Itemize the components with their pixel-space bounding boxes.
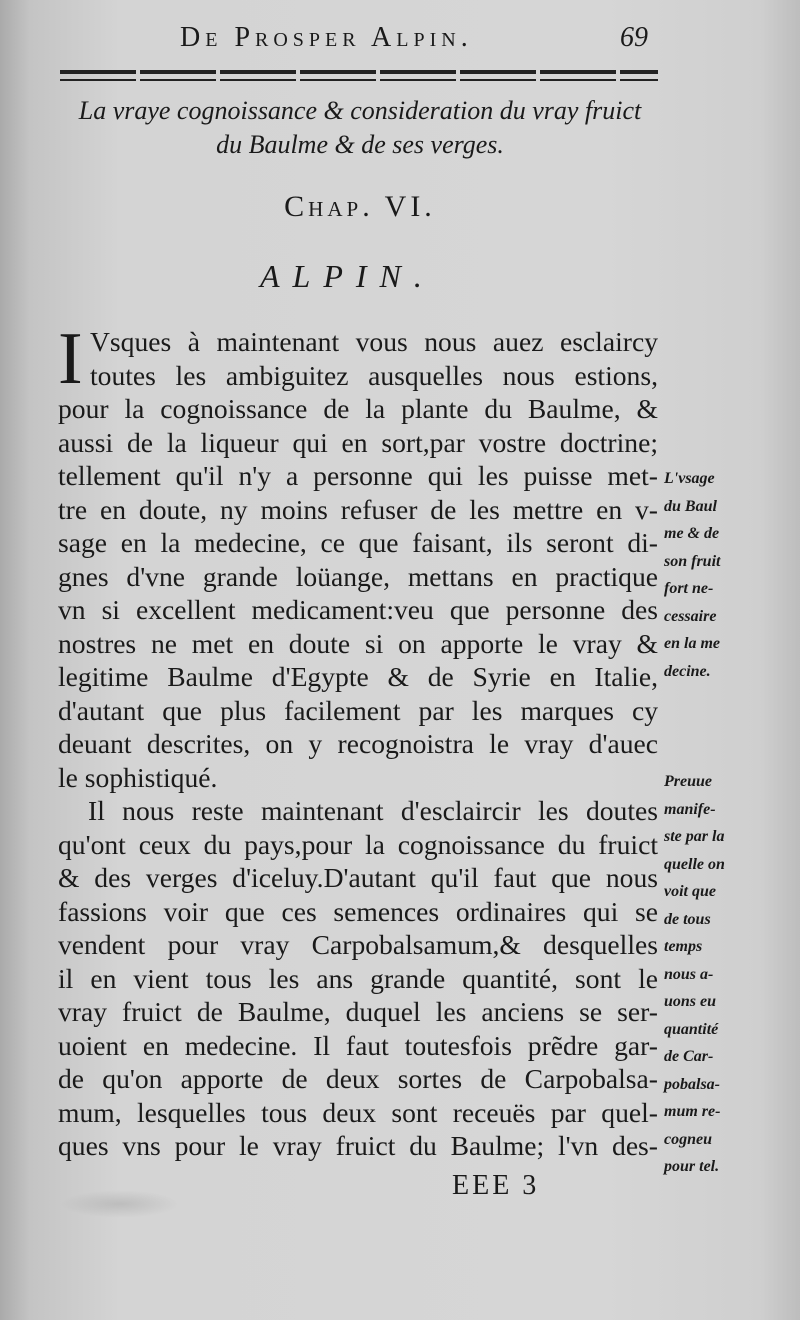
margin-note-line: voit que — [664, 883, 716, 900]
text-line: tre en doute, ny moins refuser de les mettre en v- — [58, 493, 658, 525]
body-text — [58, 318, 658, 1163]
margin-note — [664, 768, 760, 1181]
signature-mark: EEE 3 — [452, 1170, 540, 1201]
text-line: Vsques à maintenant vous nous auez esclaircy — [90, 326, 658, 357]
chapter-heading-line: La vraye cognoissance & consideration du vray fruict — [78, 96, 642, 125]
margin-note-line: temps — [664, 938, 703, 955]
text-line: vray fruict de Baulme, duquel les anciens se ser- — [58, 996, 658, 1027]
text-line: fassions voir que ces semences ordinaires qui se — [58, 895, 658, 927]
margin-note-line: Preuue — [664, 773, 712, 790]
drop-cap: I — [58, 318, 83, 400]
text-line: ques vns pour le vray fruict du Baulme; l'vn des- — [58, 1130, 658, 1161]
margin-note-line: manife- — [664, 800, 716, 818]
text-line: de qu'on apporte de deux sortes de Carpobalsa- — [58, 1063, 658, 1094]
text-line: mum, lesquelles tous deux sont receuës par quel- — [58, 1096, 658, 1128]
text-line: il en vient tous les ans grande quantité, sont le — [58, 962, 658, 994]
text-line: deuant descrites, on y recognoistra le vray d'auec — [58, 728, 658, 759]
text-line: aussi de la liqueur qui en sort,par vostre doctrine; — [58, 426, 658, 458]
margin-note-line: pour tel. — [664, 1158, 720, 1175]
text-line: d'autant que plus facilement par les marques cy — [58, 694, 658, 726]
text-line: nostres ne met en doute si on apporte le vray & — [58, 627, 658, 659]
text-line: pour la cognoissance de la plante du Baulme, & — [58, 393, 658, 424]
margin-note-line: quelle on — [664, 855, 725, 873]
margin-note-line: fort ne- — [664, 580, 714, 597]
text-line: & des verges d'iceluy.D'autant qu'il faut que nous — [58, 862, 658, 893]
margin-note-line: en la me — [664, 635, 720, 652]
text-line: legitime Baulme d'Egypte & de Syrie en Italie, — [58, 661, 658, 692]
speaker-name: ALPIN. — [260, 258, 435, 294]
margin-note-line: L'vsage — [664, 470, 715, 487]
margin-note-line: du Baul — [664, 497, 717, 515]
margin-note-line: cogneu — [664, 1130, 712, 1148]
text-line: Il nous reste maintenant d'esclaircir les doutes — [88, 795, 658, 826]
margin-note-line: quantité — [664, 1020, 719, 1038]
margin-note-line: me & de — [664, 525, 720, 542]
margin-note-line: de Car- — [664, 1048, 714, 1065]
margin-note-line: mum re- — [664, 1103, 721, 1120]
text-line: vn si excellent medicament:veu que personne des — [58, 594, 658, 625]
margin-note-line: son fruit — [664, 552, 721, 570]
page-number: 69 — [620, 22, 648, 53]
text-line: toutes les ambiguitez ausquelles nous estions, — [90, 359, 658, 391]
text-line: uoient en medecine. Il faut toutesfois prẽdre gar- — [58, 1029, 658, 1061]
margin-note-line: ste par la — [664, 828, 725, 845]
text-line: le sophistiqué. — [58, 761, 218, 793]
opening-paragraph — [58, 318, 658, 400]
show-through-smudge — [60, 1190, 180, 1218]
margin-note-line: uons eu — [664, 993, 717, 1010]
text-line: qu'ont ceux du pays,pour la cognoissance du fruict — [58, 828, 658, 860]
text-line: vendent pour vray Carpobalsamum,& desquelles — [58, 929, 658, 960]
chapter-heading-line: du Baulme & de ses verges. — [216, 130, 504, 159]
text-line: gnes d'vne grande loüange, mettans en practique — [58, 560, 658, 592]
margin-note-line: pobalsa- — [664, 1075, 720, 1093]
margin-note — [664, 465, 760, 685]
text-line: tellement qu'il n'y a personne qui les puisse met- — [58, 460, 658, 491]
margin-note-line: cessaire — [664, 607, 717, 625]
header-rule-thin — [60, 79, 658, 81]
running-head: De Prosper Alpin. — [180, 22, 473, 53]
chapter-number: Chap. VI. — [284, 190, 436, 223]
header-rule — [60, 70, 658, 74]
chapter-heading — [40, 94, 680, 162]
margin-note-line: de tous — [664, 910, 711, 928]
margin-note-line: nous a- — [664, 965, 714, 983]
text-line: sage en la medecine, ce que faisant, ils seront di- — [58, 527, 658, 558]
margin-note-line: decine. — [664, 662, 711, 680]
